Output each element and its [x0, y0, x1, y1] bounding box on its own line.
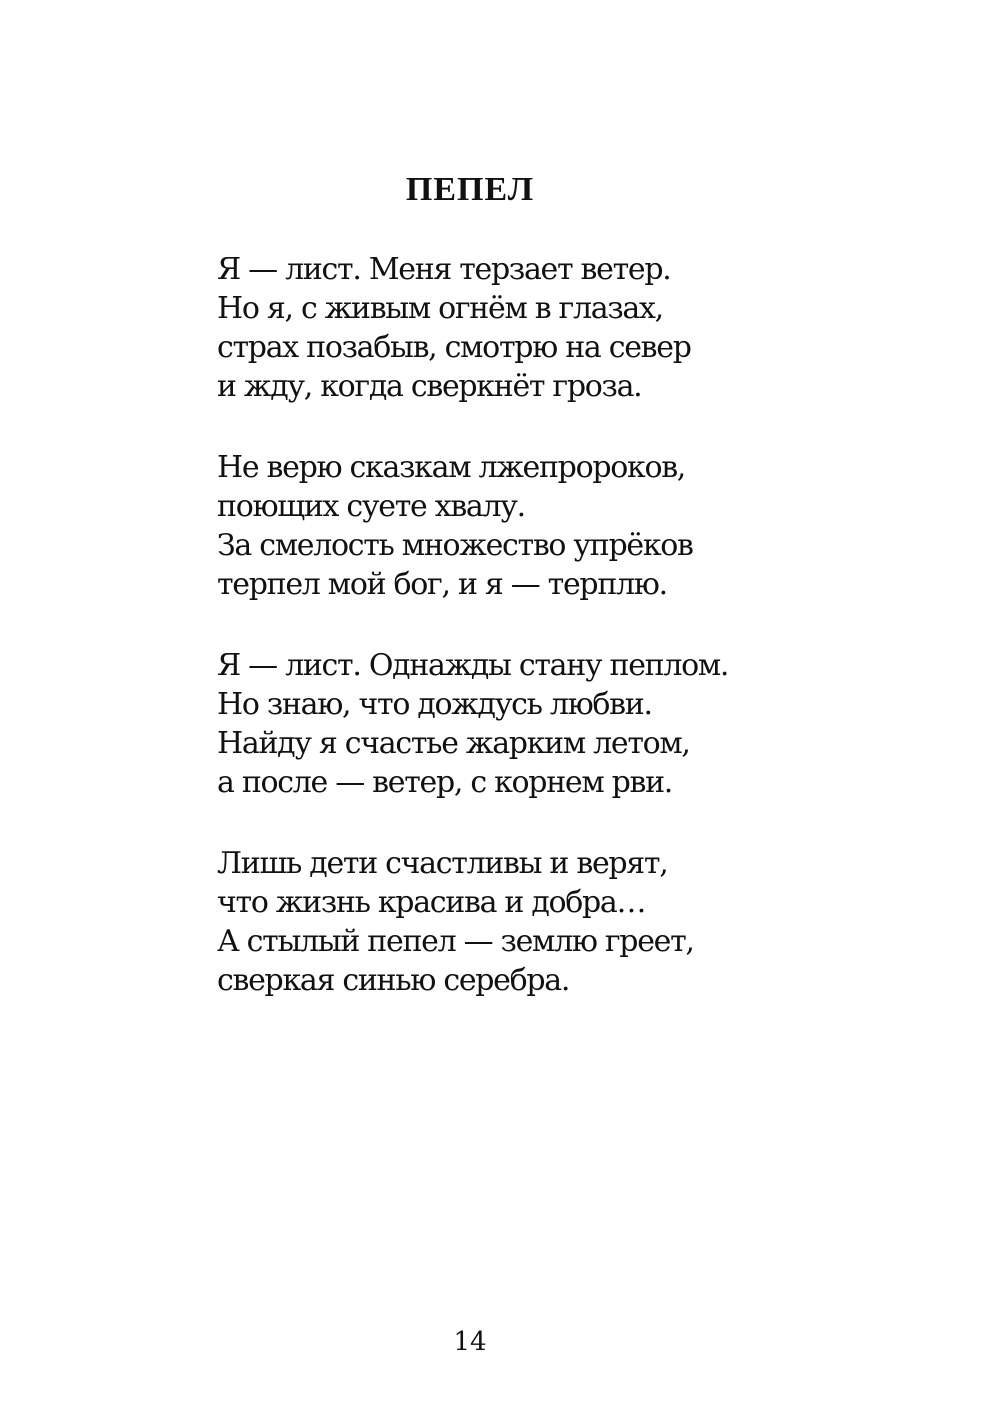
poem-line: и жду, когда сверкнёт гроза. — [217, 369, 642, 404]
poem-line: А стылый пепел — землю греет, — [217, 924, 694, 959]
poem-body — [217, 250, 937, 1042]
page-number: 14 — [453, 1327, 487, 1357]
poem-line: Не верю сказкам лжепророков, — [217, 450, 686, 485]
poem-line: Но знаю, что дождусь любви. — [217, 687, 652, 722]
poem-line: Я — лист. Однажды стану пеплом. — [217, 648, 729, 683]
poem-line: Я — лист. Меня терзает ветер. — [217, 252, 671, 287]
poem-line: сверкая синью серебра. — [217, 963, 570, 998]
poem-title: ПЕПЕЛ — [405, 171, 535, 208]
poem-line: Найду я счастье жарким летом, — [217, 726, 690, 761]
poem-line: что жизнь красива и добра… — [217, 885, 646, 920]
poem-line: За смелость множество упрёков — [217, 528, 693, 563]
poem-line: Лишь дети счастливы и верят, — [217, 846, 668, 881]
stanza-3 — [217, 646, 937, 802]
poem-line: Но я, с живым огнём в глазах, — [217, 291, 663, 326]
poem-line: терпел мой бог, и я — терплю. — [217, 567, 667, 602]
poem-line: поющих суете хвалу. — [217, 489, 525, 524]
stanza-2 — [217, 448, 937, 604]
stanza-1 — [217, 250, 937, 406]
poem-line: страх позабыв, смотрю на север — [217, 330, 691, 365]
stanza-4 — [217, 844, 937, 1000]
poem-line: а после — ветер, с корнем рви. — [217, 765, 673, 800]
